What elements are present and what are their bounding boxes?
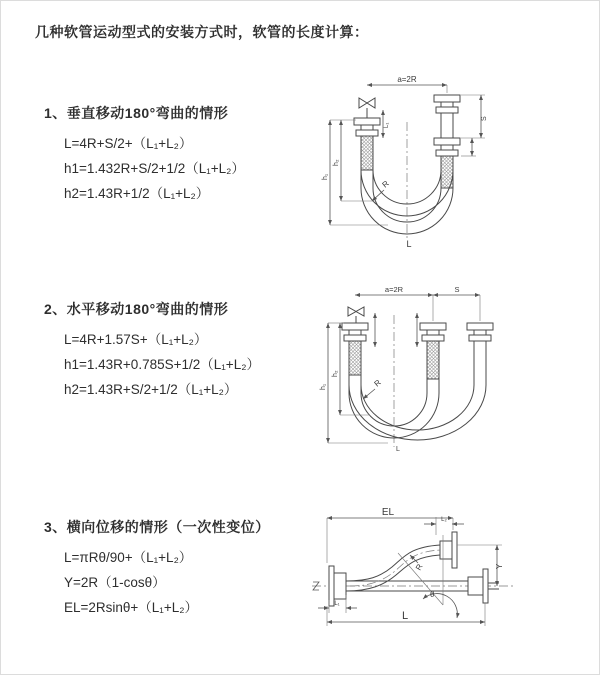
dim-label-l1: L₁ xyxy=(384,122,390,128)
radius-label: R xyxy=(413,562,425,572)
dim-label-a2r: a=2R xyxy=(384,285,404,294)
formula-el: EL=2Rsinθ+（L₁+L₂） xyxy=(64,600,198,615)
flange-displaced xyxy=(440,532,457,568)
section-1-formulas xyxy=(64,131,245,206)
page-title: 几种软管运动型式的安装方式时，软管的长度计算： xyxy=(35,24,369,40)
dim-label-s: S xyxy=(481,116,488,121)
radius-label: R xyxy=(380,178,391,190)
flange-fixed-left xyxy=(329,566,346,606)
dim-label-l1: L₁ xyxy=(334,601,340,607)
dim-label-h2: h₂ xyxy=(332,370,339,377)
formula-y: Y=2R（1-cosθ） xyxy=(64,575,166,590)
angle-label: θ xyxy=(430,590,435,599)
hose-s-curve xyxy=(346,545,440,591)
radius-leader xyxy=(363,389,375,399)
dim-label-h1: h₁ xyxy=(320,383,327,390)
diagram-vertical-180-bend xyxy=(310,70,520,260)
valve-icon xyxy=(348,307,364,323)
formula-h1: h1=1.432R+S/2+1/2（L₁+L₂） xyxy=(64,161,245,176)
formula-h2: h2=1.43R+S/2+1/2（L₁+L₂） xyxy=(64,382,238,397)
dim-label-l2: L₂ xyxy=(441,517,447,523)
formula-length: L=4R+S/2+（L₁+L₂） xyxy=(64,136,193,151)
diagram-lateral-displacement xyxy=(310,505,520,660)
dim-label-el: EL xyxy=(381,507,395,518)
dim-label-s: S xyxy=(454,285,460,294)
section-3-formulas xyxy=(64,545,270,620)
dim-label-l: L xyxy=(401,610,409,622)
section-horizontal-movement xyxy=(44,299,260,402)
radius-label: R xyxy=(372,377,383,389)
dim-label-y: Y xyxy=(495,563,504,569)
flange-fixed-left xyxy=(354,118,380,136)
braided-hose-left xyxy=(349,341,361,375)
section-lateral-displacement xyxy=(44,517,270,620)
formula-length: L=4R+1.57S+（L₁+L₂） xyxy=(64,332,208,347)
braided-hose-middle xyxy=(427,341,439,379)
diagram-horizontal-180-bend xyxy=(318,285,528,465)
flange-moving-upper xyxy=(434,95,460,113)
section-2-heading: 2、水平移动180°弯曲的情形 xyxy=(44,301,229,317)
dim-label-h2: h₂ xyxy=(333,159,340,166)
dim-label-h1: h₁ xyxy=(322,173,329,180)
flange-position-1 xyxy=(420,323,446,341)
section-vertical-movement xyxy=(44,103,245,206)
flange-fixed xyxy=(342,323,368,341)
section-3-heading: 3、横向位移的情形（一次性变位） xyxy=(44,519,270,535)
hose-u-curves xyxy=(349,375,486,440)
length-label: L xyxy=(406,239,412,249)
formula-h2: h2=1.43R+1/2（L₁+L₂） xyxy=(64,186,210,201)
section-2-formulas xyxy=(64,327,260,402)
formula-length: L=πRθ/90+（L₁+L₂） xyxy=(64,550,193,565)
formula-h1: h1=1.43R+0.785S+1/2（L₁+L₂） xyxy=(64,357,260,372)
flange-position-2 xyxy=(467,323,493,341)
braided-hose-left xyxy=(361,136,373,170)
length-label: L xyxy=(396,446,400,453)
flange-moving-lower xyxy=(434,138,460,156)
valve-icon xyxy=(359,98,375,118)
section-1-heading: 1、垂直移动180°弯曲的情形 xyxy=(44,105,229,121)
dim-label-a2r: a=2R xyxy=(397,75,417,84)
